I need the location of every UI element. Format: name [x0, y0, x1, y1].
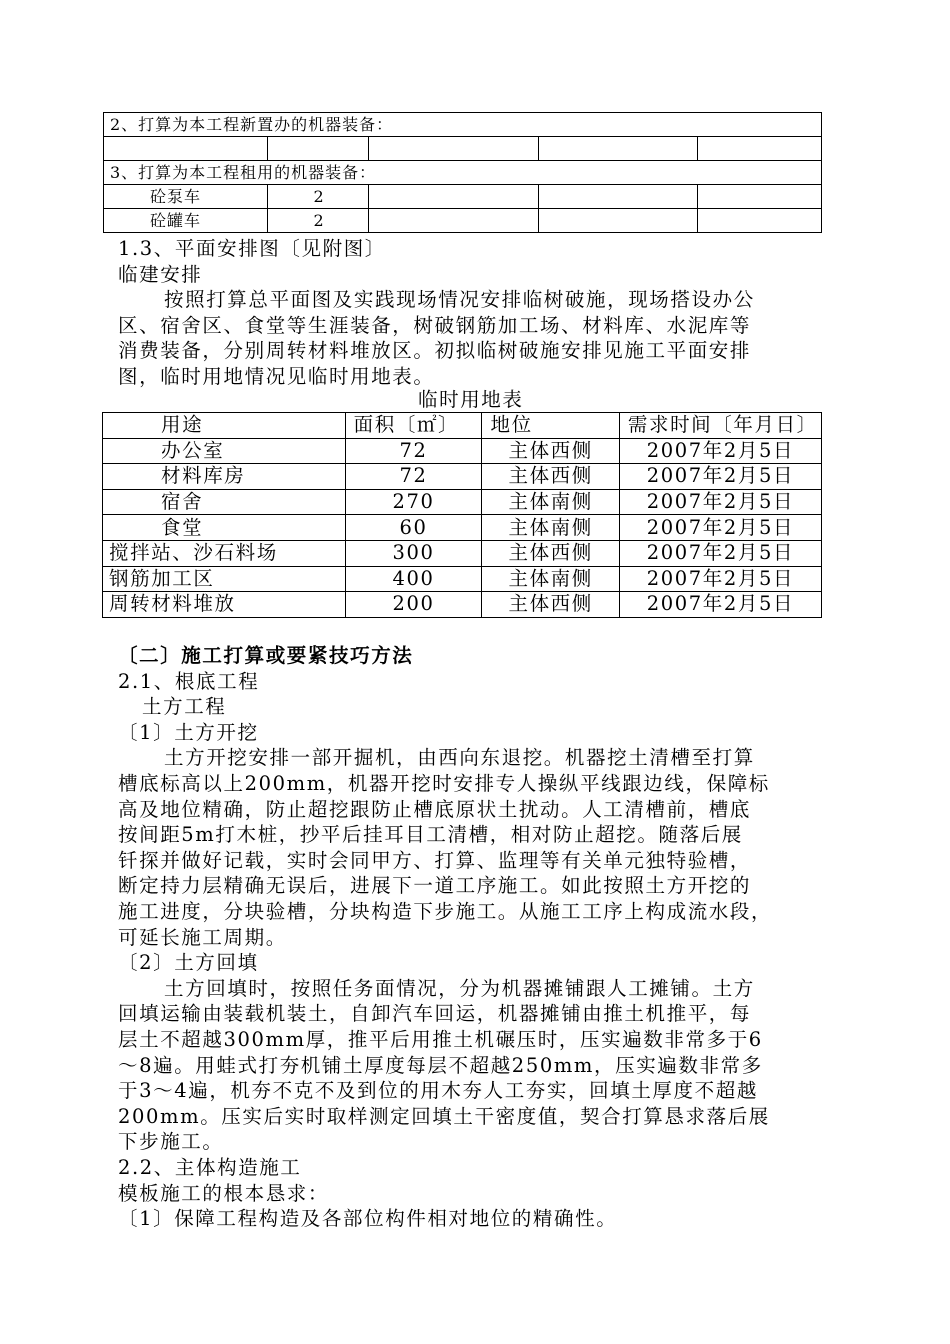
- equipment-name: 砼泵车: [104, 185, 268, 209]
- use-cell: 周转材料堆放: [103, 592, 346, 618]
- location-cell: 主体南侧: [482, 515, 619, 541]
- paragraph-line: 钎探并做好记载，实时会同甲方、打算、监理等有关单元独特验槽，: [118, 848, 752, 872]
- use-cell: 食堂: [103, 515, 346, 541]
- paragraph-line: 消费装备，分别周转材料堆放区。初拟临树破施安排见施工平面安排: [118, 339, 752, 363]
- paragraph-line: 施工进度，分块验槽，分块构造下步施工。从施工工序上构成流水段，: [118, 900, 773, 923]
- paragraph-line: 图，临时用地情况见临时用地表。: [118, 365, 435, 388]
- table-cell: [369, 185, 539, 209]
- new-equipment-header: 2、打算为本工程新置办的机器装备：: [104, 113, 822, 137]
- table-row: [103, 566, 822, 592]
- equipment-qty: 2: [267, 185, 369, 209]
- location-cell: 主体西侧: [482, 540, 619, 566]
- land-use-table: [102, 412, 822, 618]
- table-row: [104, 161, 822, 185]
- time-cell: 2007年2月5日: [619, 592, 821, 618]
- column-header: 需求时间〔年月日〕: [619, 413, 821, 439]
- equipment-table: [103, 112, 822, 233]
- location-cell: 主体南侧: [482, 489, 619, 515]
- table-cell: [538, 209, 697, 233]
- paragraph-line: 区、宿舍区、食堂等生涯装备，树破钢筋加工场、材料库、水泥库等: [118, 313, 752, 337]
- area-cell: 270: [345, 489, 482, 515]
- location-cell: 主体西侧: [482, 592, 619, 618]
- area-cell: 200: [345, 592, 482, 618]
- paragraph-line: 土方开挖安排一部开掘机，由西向东退挖。机器挖土清槽至打算: [164, 746, 755, 770]
- paragraph-line: ～8遍。用蛙式打夯机铺土厚度每层不超越250mm，压实遍数非常多: [118, 1053, 763, 1077]
- table-row: [103, 592, 822, 618]
- list-item: 〔1〕保障工程构造及各部位构件相对地位的精确性。: [118, 1207, 618, 1231]
- table-row: [103, 438, 822, 464]
- time-cell: 2007年2月5日: [619, 464, 821, 490]
- paragraph-line: 层土不超越300mm厚，推平后用推土机碾压时，压实遍数非常多于6: [118, 1028, 763, 1051]
- table-row: [103, 464, 822, 490]
- use-cell: 搅拌站、沙石料场: [103, 540, 346, 566]
- subsection-heading: 土方工程: [142, 695, 227, 719]
- table-row: [103, 515, 822, 541]
- area-cell: 72: [345, 464, 482, 490]
- table-cell: [697, 185, 821, 209]
- subsection-heading: 〔2〕土方回填: [118, 951, 259, 975]
- section-title: 〔二〕施工打算或要紧技巧方法: [118, 644, 414, 667]
- column-header: 用途: [103, 413, 346, 439]
- table-row: [104, 137, 822, 161]
- location-cell: 主体西侧: [482, 438, 619, 464]
- table-cell: [267, 137, 369, 161]
- table-cell: [697, 137, 821, 161]
- equipment-name: 砼罐车: [104, 209, 268, 233]
- time-cell: 2007年2月5日: [619, 489, 821, 515]
- use-cell: 材料库房: [103, 464, 346, 490]
- location-cell: 主体西侧: [482, 464, 619, 490]
- subsection-heading: 〔1〕土方开挖: [118, 720, 259, 744]
- table-cell: [697, 209, 821, 233]
- table-row: [103, 489, 822, 515]
- subsection-heading: 临建安排: [118, 262, 203, 286]
- paragraph-line: 槽底标高以上200mm，机器开挖时安排专人操纵平线跟边线，保障标: [118, 772, 770, 795]
- section-heading: 2.2、主体构造施工: [118, 1156, 302, 1179]
- table-row: [104, 113, 822, 137]
- paragraph-line: 土方回填时，按照任务面情况，分为机器摊铺跟人工摊铺。土方: [164, 976, 755, 1000]
- paragraph-line: 于3～4遍，机夯不克不及到位的用木夯人工夯实，回填土厚度不超越: [118, 1079, 758, 1103]
- table-cell: [538, 185, 697, 209]
- column-header: 面积〔㎡〕: [345, 413, 482, 439]
- area-cell: 60: [345, 515, 482, 541]
- time-cell: 2007年2月5日: [619, 540, 821, 566]
- equipment-qty: 2: [267, 209, 369, 233]
- table-cell: [369, 137, 539, 161]
- use-cell: 宿舍: [103, 489, 346, 515]
- area-cell: 300: [345, 540, 482, 566]
- section-heading: 1.3、平面安排图〔见附图〕: [118, 237, 386, 260]
- time-cell: 2007年2月5日: [619, 515, 821, 541]
- paragraph-line: 断定持力层精确无误后，进展下一道工序施工。如此按照土方开挖的: [118, 874, 752, 898]
- table-cell: [369, 209, 539, 233]
- column-header: 地位: [482, 413, 619, 439]
- time-cell: 2007年2月5日: [619, 566, 821, 592]
- area-cell: 72: [345, 438, 482, 464]
- table-caption: 临时用地表: [418, 388, 524, 411]
- paragraph-line: 回填运输由装载机装土，自卸汽车回运，机器摊铺由推土机推平，每: [118, 1002, 752, 1026]
- table-row: [103, 540, 822, 566]
- table-header-row: [103, 413, 822, 439]
- subsection-heading: 模板施工的根本恳求：: [118, 1181, 330, 1205]
- use-cell: 钢筋加工区: [103, 566, 346, 592]
- time-cell: 2007年2月5日: [619, 438, 821, 464]
- section-heading: 2.1、根底工程: [118, 669, 260, 693]
- table-row: [104, 185, 822, 209]
- table-row: [104, 209, 822, 233]
- paragraph-line: 下步施工。: [118, 1130, 224, 1154]
- use-cell: 办公室: [103, 438, 346, 464]
- paragraph-line: 可延长施工周期。: [118, 925, 287, 949]
- rent-equipment-header: 3、打算为本工程租用的机器装备：: [104, 161, 822, 185]
- paragraph-line: 按间距5m打木桩，抄平后挂耳目工清槽，相对防止超挖。随落后展: [118, 823, 743, 847]
- location-cell: 主体南侧: [482, 566, 619, 592]
- paragraph-line: 200mm。压实后实时取样测定回填土干密度值，契合打算恳求落后展: [118, 1104, 770, 1128]
- paragraph-line: 高及地位精确，防止超挖跟防止槽底原状土扰动。人工清槽前，槽底: [118, 797, 752, 821]
- table-cell: [104, 137, 268, 161]
- paragraph-line: 按照打算总平面图及实践现场情况安排临树破施，现场搭设办公: [164, 288, 755, 312]
- table-cell: [538, 137, 697, 161]
- area-cell: 400: [345, 566, 482, 592]
